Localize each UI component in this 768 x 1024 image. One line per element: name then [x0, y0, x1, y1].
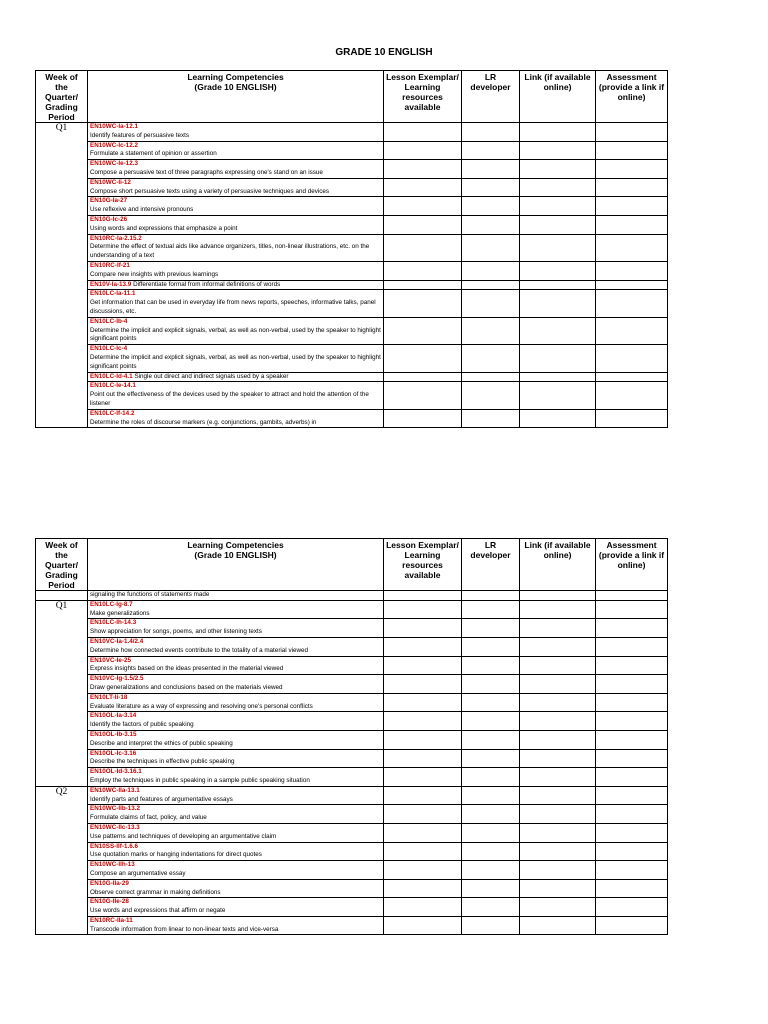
link-cell — [520, 842, 596, 861]
competency-text: Draw generalizations and conclusions based on the materials viewed — [90, 683, 283, 691]
header-lr-developer: LR developer — [462, 71, 520, 123]
competency-code: EN10VC-Ie-25 — [90, 656, 131, 664]
link-cell — [520, 261, 596, 280]
link-cell — [520, 372, 596, 382]
lesson-cell — [384, 280, 462, 290]
link-cell — [520, 215, 596, 234]
link-cell — [520, 693, 596, 712]
header-week: Week of the Quarter/ Grading Period — [36, 539, 88, 591]
competency-code: EN10G-IIa-29 — [90, 879, 129, 887]
link-cell — [520, 178, 596, 197]
header-lesson: Lesson Exemplar/ Learning resources available — [384, 539, 462, 591]
competency-cell — [88, 768, 384, 787]
competency-cell — [88, 261, 384, 280]
lr-developer-cell — [462, 600, 520, 619]
table-row — [36, 916, 668, 935]
table-row — [36, 317, 668, 344]
header-competencies: Learning Competencies (Grade 10 ENGLISH) — [88, 71, 384, 123]
competency-text: Identify the factors of public speaking — [90, 721, 194, 729]
competency-code: EN10RC-If-21 — [90, 261, 130, 269]
competency-text: Single out direct and indirect signals used by a speaker — [134, 372, 289, 380]
lr-developer-cell — [462, 178, 520, 197]
lr-developer-cell — [462, 786, 520, 805]
lr-developer-cell — [462, 372, 520, 382]
lesson-cell — [384, 916, 462, 935]
competency-code: EN10LC-Ib-4 — [90, 317, 128, 325]
competency-text: Compose a persuasive text of three paragraphs expressing one's stand on an issue — [90, 168, 323, 176]
competency-cell — [88, 591, 384, 601]
competency-cell — [88, 805, 384, 824]
lesson-cell — [384, 197, 462, 216]
assessment-cell — [596, 215, 668, 234]
competency-text: Show appreciation for songs, poems, and other listening texts — [90, 628, 262, 636]
competency-cell — [88, 823, 384, 842]
competency-code: EN10WC-IIa-13.1 — [90, 786, 140, 794]
lesson-cell — [384, 842, 462, 861]
lr-developer-cell — [462, 290, 520, 317]
lr-developer-cell — [462, 823, 520, 842]
competency-cell — [88, 675, 384, 694]
lr-developer-cell — [462, 215, 520, 234]
link-cell — [520, 600, 596, 619]
assessment-cell — [596, 861, 668, 880]
link-cell — [520, 141, 596, 160]
assessment-cell — [596, 656, 668, 675]
lesson-cell — [384, 898, 462, 917]
lr-developer-cell — [462, 656, 520, 675]
assessment-cell — [596, 409, 668, 428]
competency-text: Evaluate literature as a way of expressing and resolving one's personal conflicts — [90, 702, 313, 710]
competency-table-page-1 — [35, 70, 668, 428]
competency-code: EN10G-IIe-28 — [90, 898, 129, 906]
lr-developer-cell — [462, 317, 520, 344]
competency-text: Compose short persuasive texts using a variety of persuasive techniques and devices — [90, 187, 330, 195]
competency-cell — [88, 234, 384, 261]
header-assessment: Assessment (provide a link if online) — [596, 539, 668, 591]
link-cell — [520, 730, 596, 749]
lr-developer-cell — [462, 768, 520, 787]
link-cell — [520, 675, 596, 694]
header-week: Week of the Quarter/ Grading Period — [36, 71, 88, 123]
lesson-cell — [384, 619, 462, 638]
lr-developer-cell — [462, 409, 520, 428]
competency-code: EN10WC-Ii-12 — [90, 178, 131, 186]
quarter-cell: Q1 — [36, 123, 88, 428]
lesson-cell — [384, 749, 462, 768]
lr-developer-cell — [462, 916, 520, 935]
blank-cell — [462, 591, 520, 601]
competency-code: EN10RC-Ia-2.15.2 — [90, 234, 142, 242]
competency-table-page-2 — [35, 538, 668, 935]
competency-code: EN10G-Ic-26 — [90, 215, 128, 223]
competency-cell — [88, 317, 384, 344]
competency-text: Describe the techniques in effective public speaking — [90, 758, 235, 766]
assessment-cell — [596, 123, 668, 142]
table-row — [36, 805, 668, 824]
competency-code: EN10RC-IIa-11 — [90, 916, 133, 924]
lr-developer-cell — [462, 861, 520, 880]
link-cell — [520, 805, 596, 824]
competency-cell — [88, 786, 384, 805]
header-lr-developer: LR developer — [462, 539, 520, 591]
lesson-cell — [384, 141, 462, 160]
lr-developer-cell — [462, 693, 520, 712]
lesson-cell — [384, 261, 462, 280]
link-cell — [520, 409, 596, 428]
competency-code: EN10LC-Ih-14.3 — [90, 619, 137, 627]
competency-cell — [88, 178, 384, 197]
link-cell — [520, 290, 596, 317]
assessment-cell — [596, 823, 668, 842]
competency-text: Determine the implicit and explicit signals, verbal, as well as non-verbal, used by the speaker to highlight significant points — [90, 353, 381, 370]
lesson-cell — [384, 768, 462, 787]
competency-code: EN10OL-Id-3.16.1 — [90, 768, 142, 776]
lesson-cell — [384, 600, 462, 619]
competency-cell — [88, 345, 384, 372]
assessment-cell — [596, 160, 668, 179]
competency-cell — [88, 861, 384, 880]
competency-text: Using words and expressions that emphasize a point — [90, 224, 238, 232]
table-row — [36, 637, 668, 656]
quarter-cell — [36, 591, 88, 601]
lr-developer-cell — [462, 730, 520, 749]
competency-cell — [88, 290, 384, 317]
table-row — [36, 290, 668, 317]
table-row — [36, 842, 668, 861]
table-row — [36, 591, 668, 601]
quarter-cell: Q1 — [36, 600, 88, 786]
table-row — [36, 768, 668, 787]
header-assessment: Assessment (provide a link if online) — [596, 71, 668, 123]
assessment-cell — [596, 842, 668, 861]
table-row — [36, 280, 668, 290]
competency-code: EN10V-Ia-13.9 — [90, 280, 132, 288]
lesson-cell — [384, 861, 462, 880]
document-title: GRADE 10 ENGLISH — [335, 47, 433, 58]
competency-text: Get information that can be used in everyday life from news reports, speeches, informative talks, panel discussions, etc. — [90, 299, 376, 315]
competency-text: Determine the roles of discourse markers (e.g. conjunctions, gambits, adverbs) in — [90, 418, 317, 426]
lesson-cell — [384, 382, 462, 409]
competency-text: Determine the implicit and explicit signals, verbal, as well as non-verbal, used by the speaker to highlight significant points — [90, 326, 381, 343]
table-row — [36, 382, 668, 409]
table-row — [36, 409, 668, 428]
competency-text: Formulate claims of fact, policy, and value — [90, 814, 207, 822]
assessment-cell — [596, 178, 668, 197]
header-lesson: Lesson Exemplar/ Learning resources available — [384, 71, 462, 123]
lesson-cell — [384, 637, 462, 656]
assessment-cell — [596, 805, 668, 824]
header-link: Link (if available online) — [520, 539, 596, 591]
lesson-cell — [384, 345, 462, 372]
link-cell — [520, 712, 596, 731]
assessment-cell — [596, 879, 668, 898]
table-row — [36, 197, 668, 216]
table-row — [36, 861, 668, 880]
competency-text: Make generalizations — [90, 609, 150, 617]
link-cell — [520, 160, 596, 179]
assessment-cell — [596, 786, 668, 805]
table-row — [36, 372, 668, 382]
competency-cell — [88, 749, 384, 768]
link-cell — [520, 234, 596, 261]
link-cell — [520, 656, 596, 675]
competency-code: EN10WC-IIb-13.2 — [90, 805, 141, 813]
competency-code: EN10LC-Ia-11.1 — [90, 290, 136, 298]
competency-code: EN10WC-Ia-12.1 — [90, 123, 138, 130]
lesson-cell — [384, 675, 462, 694]
lesson-cell — [384, 178, 462, 197]
lr-developer-cell — [462, 637, 520, 656]
competency-text: Use quotation marks or hanging indentations for direct quotes — [90, 851, 262, 859]
assessment-cell — [596, 675, 668, 694]
lr-developer-cell — [462, 345, 520, 372]
competency-cell — [88, 197, 384, 216]
assessment-cell — [596, 141, 668, 160]
link-cell — [520, 317, 596, 344]
link-cell — [520, 768, 596, 787]
competency-code: EN10LC-Ic-4 — [90, 345, 128, 353]
competency-cell — [88, 898, 384, 917]
competency-code: EN10WC-IIc-13.3 — [90, 823, 140, 831]
lr-developer-cell — [462, 842, 520, 861]
competency-cell — [88, 916, 384, 935]
table-row — [36, 749, 668, 768]
competency-cell — [88, 600, 384, 619]
link-cell — [520, 345, 596, 372]
assessment-cell — [596, 197, 668, 216]
assessment-cell — [596, 261, 668, 280]
competency-text: Use patterns and techniques of developing an argumentative claim — [90, 832, 277, 840]
table-row — [36, 823, 668, 842]
competency-cell — [88, 372, 384, 382]
table-row — [36, 141, 668, 160]
competency-text: Differentiate formal from informal definitions of words — [133, 280, 281, 288]
competency-cell — [88, 123, 384, 142]
link-cell — [520, 916, 596, 935]
competency-cell — [88, 712, 384, 731]
lesson-cell — [384, 123, 462, 142]
table-row — [36, 345, 668, 372]
lesson-cell — [384, 290, 462, 317]
assessment-cell — [596, 317, 668, 344]
competency-text: Express insights based on the ideas presented in the material viewed — [90, 665, 284, 673]
lr-developer-cell — [462, 234, 520, 261]
table-row — [36, 619, 668, 638]
assessment-cell — [596, 290, 668, 317]
competency-cell — [88, 160, 384, 179]
table-row — [36, 160, 668, 179]
assessment-cell — [596, 637, 668, 656]
competency-cell — [88, 879, 384, 898]
competency-code: EN10LC-Ie-14.1 — [90, 382, 136, 390]
lesson-cell — [384, 823, 462, 842]
competency-text: Compose an argumentative essay — [90, 869, 186, 877]
blank-cell — [596, 591, 668, 601]
link-cell — [520, 786, 596, 805]
competency-cell — [88, 382, 384, 409]
table-row — [36, 123, 668, 142]
lesson-cell — [384, 786, 462, 805]
competency-code: EN10G-Ia-27 — [90, 197, 128, 205]
competency-cell — [88, 730, 384, 749]
table-row — [36, 898, 668, 917]
competency-code: EN10LC-Id-4.1 — [90, 372, 133, 380]
competency-code: EN10LC-Ig-8.7 — [90, 600, 133, 608]
lesson-cell — [384, 656, 462, 675]
lr-developer-cell — [462, 898, 520, 917]
assessment-cell — [596, 345, 668, 372]
assessment-cell — [596, 280, 668, 290]
competency-cell — [88, 141, 384, 160]
competency-cell — [88, 656, 384, 675]
assessment-cell — [596, 693, 668, 712]
competency-code: EN10WC-Ie-12.3 — [90, 160, 138, 168]
assessment-cell — [596, 768, 668, 787]
competency-code: EN10VC-Ig-1.5/2.5 — [90, 675, 144, 683]
competency-text: Use words and expressions that affirm or negate — [90, 907, 226, 915]
competency-cell — [88, 409, 384, 428]
competency-text: Point out the effectiveness of the devices used by the speaker to attract and hold the attention of the listener — [90, 391, 369, 407]
lr-developer-cell — [462, 197, 520, 216]
header-competencies: Learning Competencies (Grade 10 ENGLISH) — [88, 539, 384, 591]
lr-developer-cell — [462, 749, 520, 768]
competency-cell — [88, 842, 384, 861]
competency-text: Compare new insights with previous learnings — [90, 270, 219, 278]
lr-developer-cell — [462, 280, 520, 290]
assessment-cell — [596, 234, 668, 261]
link-cell — [520, 861, 596, 880]
lr-developer-cell — [462, 805, 520, 824]
assessment-cell — [596, 600, 668, 619]
competency-text: Observe correct grammar in making definitions — [90, 888, 221, 896]
link-cell — [520, 197, 596, 216]
lr-developer-cell — [462, 160, 520, 179]
table-row — [36, 261, 668, 280]
competency-text: Formulate a statement of opinion or assertion — [90, 150, 217, 158]
competency-code: EN10VC-Ia-1.4/2.4 — [90, 637, 144, 645]
competency-text: Identify parts and features of argumentative essays — [90, 795, 233, 803]
lesson-cell — [384, 805, 462, 824]
lr-developer-cell — [462, 141, 520, 160]
assessment-cell — [596, 382, 668, 409]
competency-code: EN10WC-IIh-13 — [90, 861, 135, 869]
lesson-cell — [384, 730, 462, 749]
competency-code: EN10LT-Ii-18 — [90, 693, 128, 701]
table-row — [36, 693, 668, 712]
assessment-cell — [596, 712, 668, 731]
assessment-cell — [596, 619, 668, 638]
lesson-cell — [384, 712, 462, 731]
competency-text: Employ the techniques in public speaking in a sample public speaking situation — [90, 776, 310, 784]
link-cell — [520, 879, 596, 898]
competency-text: Transcode information from linear to non-linear texts and vice-versa — [90, 925, 279, 933]
competency-code: EN10SS-IIf-1.6.6 — [90, 842, 138, 850]
lesson-cell — [384, 409, 462, 428]
assessment-cell — [596, 730, 668, 749]
competency-cell — [88, 637, 384, 656]
quarter-cell: Q2 — [36, 786, 88, 935]
table-row — [36, 600, 668, 619]
table-row — [36, 730, 668, 749]
lr-developer-cell — [462, 675, 520, 694]
table-row — [36, 786, 668, 805]
lr-developer-cell — [462, 123, 520, 142]
lesson-cell — [384, 693, 462, 712]
table-row — [36, 879, 668, 898]
competency-text: signaling the functions of statements made — [90, 591, 210, 598]
competency-cell — [88, 215, 384, 234]
competency-text: Determine how connected events contribute to the totality of a material viewed — [90, 646, 309, 654]
link-cell — [520, 898, 596, 917]
link-cell — [520, 382, 596, 409]
competency-text: Determine the effect of textual aids like advance organizers, titles, non-linear illustrations, etc. on the understanding of a text — [90, 243, 370, 260]
link-cell — [520, 123, 596, 142]
competency-cell — [88, 619, 384, 638]
table-row — [36, 234, 668, 261]
competency-text: Use reflexive and intensive pronouns — [90, 206, 194, 214]
link-cell — [520, 823, 596, 842]
competency-cell — [88, 693, 384, 712]
assessment-cell — [596, 898, 668, 917]
lesson-cell — [384, 215, 462, 234]
link-cell — [520, 749, 596, 768]
link-cell — [520, 637, 596, 656]
assessment-cell — [596, 749, 668, 768]
table-row — [36, 675, 668, 694]
assessment-cell — [596, 372, 668, 382]
lesson-cell — [384, 879, 462, 898]
competency-code: EN10LC-If-14.2 — [90, 409, 135, 417]
table-row — [36, 656, 668, 675]
header-link: Link (if available online) — [520, 71, 596, 123]
competency-text: Identify features of persuasive texts — [90, 131, 190, 139]
table-row — [36, 712, 668, 731]
blank-cell — [384, 591, 462, 601]
competency-code: EN10OL-Ic-3.16 — [90, 749, 137, 757]
lr-developer-cell — [462, 619, 520, 638]
lr-developer-cell — [462, 712, 520, 731]
lr-developer-cell — [462, 261, 520, 280]
table-row — [36, 215, 668, 234]
competency-code: EN10OL-Ia-3.14 — [90, 712, 137, 720]
blank-cell — [520, 591, 596, 601]
lesson-cell — [384, 234, 462, 261]
link-cell — [520, 280, 596, 290]
lesson-cell — [384, 372, 462, 382]
competency-code: EN10WC-Ic-12.2 — [90, 141, 138, 149]
table-row — [36, 178, 668, 197]
competency-cell — [88, 280, 384, 290]
lesson-cell — [384, 317, 462, 344]
assessment-cell — [596, 916, 668, 935]
link-cell — [520, 619, 596, 638]
lr-developer-cell — [462, 382, 520, 409]
lr-developer-cell — [462, 879, 520, 898]
competency-text: Describe and interpret the ethics of public speaking — [90, 739, 233, 747]
competency-code: EN10OL-Ib-3.15 — [90, 730, 137, 738]
lesson-cell — [384, 160, 462, 179]
